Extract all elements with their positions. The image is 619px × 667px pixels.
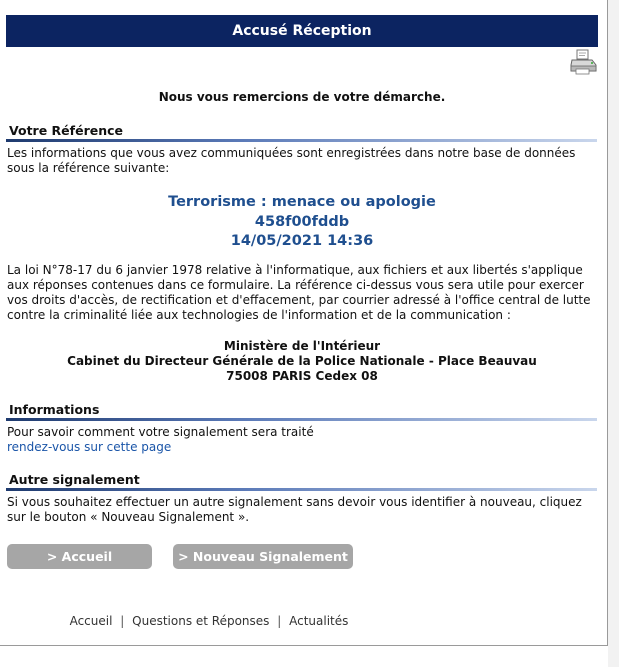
nouveau-signalement-button-label: > Nouveau Signalement [178,549,348,564]
address-line-1: Ministère de l'Intérieur [223,339,381,353]
footer-link-faq[interactable]: Questions et Réponses [132,614,270,628]
header-title: Accusé Réception [232,23,372,39]
reference-datetime: 14/05/2021 14:36 [230,233,374,249]
autre-section-title: Autre signalement [9,472,140,487]
thanks-message: Nous vous remercions de votre démarche. [158,90,446,104]
footer-link-actualites[interactable]: Actualités [289,614,349,628]
reference-section-title: Votre Référence [9,123,123,138]
informations-section-title: Informations [9,402,100,417]
postal-address [0,339,604,384]
informations-link[interactable]: rendez-vous sur cette page [7,440,172,454]
reference-intro: Les informations que vous avez communiquées sont enregistrées dans notre base de données sous la référence suivante: [7,146,576,175]
footer-links [0,614,418,628]
page-header [6,15,598,47]
reference-code: 458f00fddb [254,213,350,230]
reference-divider [6,139,597,142]
footer-link-accueil[interactable]: Accueil [69,614,113,628]
autre-text: Si vous souhaitez effectuer un autre signalement sans devoir vous identifier à nouveau, cliquez sur le bouton « Nouveau Signalement ». [7,495,582,524]
accueil-button[interactable] [7,544,152,569]
informations-description: Pour savoir comment votre signalement sera traité [7,425,314,439]
informations-text [7,425,595,455]
page-border-bottom [0,645,608,646]
reference-block [0,193,604,252]
footer-separator: | [120,614,125,628]
nouveau-signalement-button[interactable] [173,544,353,569]
reference-category: Terrorisme : menace ou apologie [168,194,436,210]
address-line-2: Cabinet du Directeur Générale de la Police Nationale - Place Beauvau [67,354,537,368]
footer-separator: | [277,614,282,628]
address-line-3: 75008 PARIS Cedex 08 [226,369,378,383]
window-edge [608,0,619,667]
informations-divider [6,418,597,421]
autre-divider [6,488,597,491]
law-text: La loi N°78-17 du 6 janvier 1978 relative à l'informatique, aux fichiers et aux libertés s'applique aux réponses contenues dans ce formulaire. La référence ci-dessus vous sera utile pour exercer vos droits d'accès, de rectification et d'effacement, par courrier adressé à l'office central de lutte contre la criminalité liée aux technologies de l'information et de la communication : [7,263,591,322]
accueil-button-label: > Accueil [46,549,113,564]
printer-icon[interactable] [569,49,597,75]
